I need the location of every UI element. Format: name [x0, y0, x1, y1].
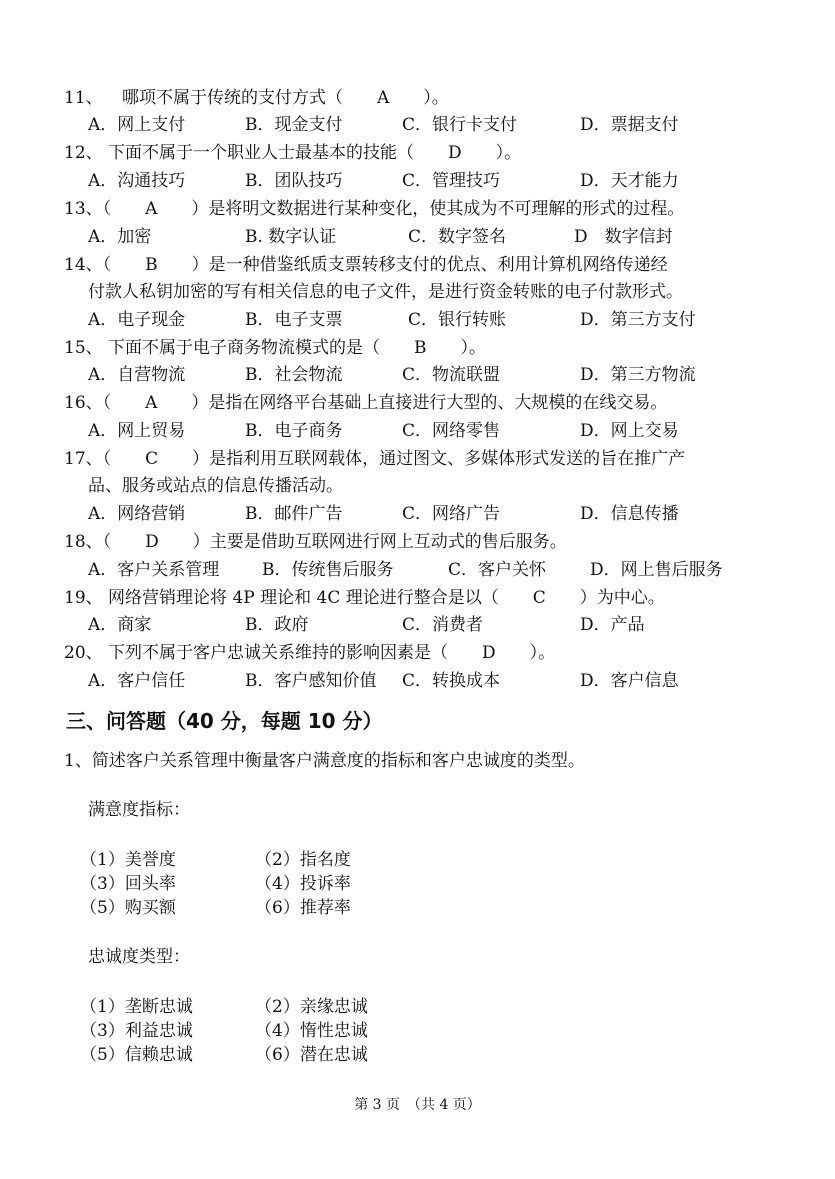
- option-c: C．客户关怀: [448, 560, 547, 580]
- option-c: C．物流联盟: [402, 365, 501, 385]
- question-20: 20、 下列不属于客户忠诚关系维持的影响因素是（ D ）。: [64, 643, 556, 663]
- question-17: 17、（ C ）是指利用互联网载体，通过图文、多媒体形式发送的旨在推广产: [64, 449, 686, 469]
- option-a: A．网上贸易: [88, 421, 186, 441]
- question-12: 12、 下面不属于一个职业人士最基本的技能（ D ）。: [64, 143, 522, 163]
- option-d: D．产品: [580, 615, 645, 635]
- loyalty-label: 忠诚度类型：: [88, 947, 190, 967]
- option-c: C．消费者: [402, 615, 484, 635]
- satisfaction-item: （2）指名度: [255, 850, 351, 870]
- option-a: A．客户关系管理: [88, 560, 220, 580]
- loyalty-item: （2）亲缘忠诚: [255, 997, 368, 1017]
- option-a: A．网上支付: [88, 115, 186, 135]
- option-d: D．天才能力: [580, 171, 679, 191]
- option-b: B．团队技巧: [245, 171, 343, 191]
- option-d: D．票据支付: [580, 115, 679, 135]
- question-14: 14、（ B ）是一种借鉴纸质支票转移支付的优点、利用计算机网络传递经: [64, 255, 668, 275]
- option-a: A．电子现金: [88, 310, 186, 330]
- question-19: 19、 网络营销理论将 4P 理论和 4C 理论进行整合是以（ C ）为中心。: [64, 588, 665, 608]
- option-b: B．政府: [245, 615, 309, 635]
- option-d: D．信息传播: [580, 504, 679, 524]
- option-d: D．第三方支付: [580, 310, 696, 330]
- section-heading: 三、问答题（40 分，每题 10 分）: [66, 709, 383, 733]
- option-b: B．社会物流: [245, 365, 343, 385]
- question-18: 18、（ D ）主要是借助互联网进行网上互动式的售后服务。: [64, 532, 567, 552]
- option-c: C．数字签名: [408, 227, 507, 247]
- satisfaction-item: （4）投诉率: [255, 874, 351, 894]
- option-c: C．管理技巧: [402, 171, 501, 191]
- option-a: A．沟通技巧: [88, 171, 186, 191]
- loyalty-item: （1）垄断忠诚: [80, 997, 193, 1017]
- option-b: B．客户感知价值: [245, 671, 377, 691]
- option-c: C．银行卡支付: [402, 115, 518, 135]
- satisfaction-item: （3）回头率: [80, 874, 176, 894]
- option-a: A．自营物流: [88, 365, 186, 385]
- option-b: B．现金支付: [245, 115, 343, 135]
- option-b: B．电子商务: [245, 421, 343, 441]
- option-b: B．传统售后服务: [262, 560, 394, 580]
- option-a: A．商家: [88, 615, 152, 635]
- question-11: 11、 哪项不属于传统的支付方式（ A ）。: [64, 88, 449, 108]
- question-17-continuation: 品、服务或站点的信息传播活动。: [88, 476, 343, 496]
- question-13: 13、（ A ）是将明文数据进行某种变化，使其成为不可理解的形式的过程。: [64, 199, 685, 219]
- option-d: D．第三方物流: [580, 365, 696, 385]
- option-c: C．转换成本: [402, 671, 501, 691]
- loyalty-item: （3）利益忠诚: [80, 1021, 193, 1041]
- option-c: C．网络零售: [402, 421, 501, 441]
- loyalty-item: （4）惰性忠诚: [255, 1021, 368, 1041]
- question-15: 15、 下面不属于电子商务物流模式的是（ B ）。: [64, 338, 487, 358]
- option-a: A．客户信任: [88, 671, 186, 691]
- question-16: 16、（ A ）是指在网络平台基础上直接进行大型的、大规模的在线交易。: [64, 393, 668, 413]
- option-b: B．电子支票: [245, 310, 343, 330]
- satisfaction-item: （5）购买额: [80, 898, 176, 918]
- question-14-continuation: 付款人私钥加密的写有相关信息的电子文件，是进行资金转账的电子付款形式。: [88, 282, 683, 302]
- essay-question-1: 1、简述客户关系管理中衡量客户满意度的指标和客户忠诚度的类型。: [64, 751, 585, 771]
- satisfaction-item: （1）美誉度: [80, 850, 176, 870]
- satisfaction-item: （6）推荐率: [255, 898, 351, 918]
- option-a: A．加密: [88, 227, 152, 247]
- loyalty-item: （6）潜在忠诚: [255, 1045, 368, 1065]
- option-c: C．银行转账: [408, 310, 507, 330]
- loyalty-item: （5）信赖忠诚: [80, 1045, 193, 1065]
- option-d: D 数字信封: [574, 227, 673, 247]
- option-c: C．网络广告: [402, 504, 501, 524]
- option-b: B. 数字认证: [245, 227, 337, 247]
- option-b: B．邮件广告: [245, 504, 343, 524]
- option-d: D．网上交易: [580, 421, 679, 441]
- option-d: D．客户信息: [580, 671, 679, 691]
- option-a: A．网络营销: [88, 504, 186, 524]
- page-footer: 第 3 页 （共 4 页）: [354, 1097, 481, 1113]
- option-d: D．网上售后服务: [590, 560, 723, 580]
- satisfaction-label: 满意度指标：: [88, 800, 190, 820]
